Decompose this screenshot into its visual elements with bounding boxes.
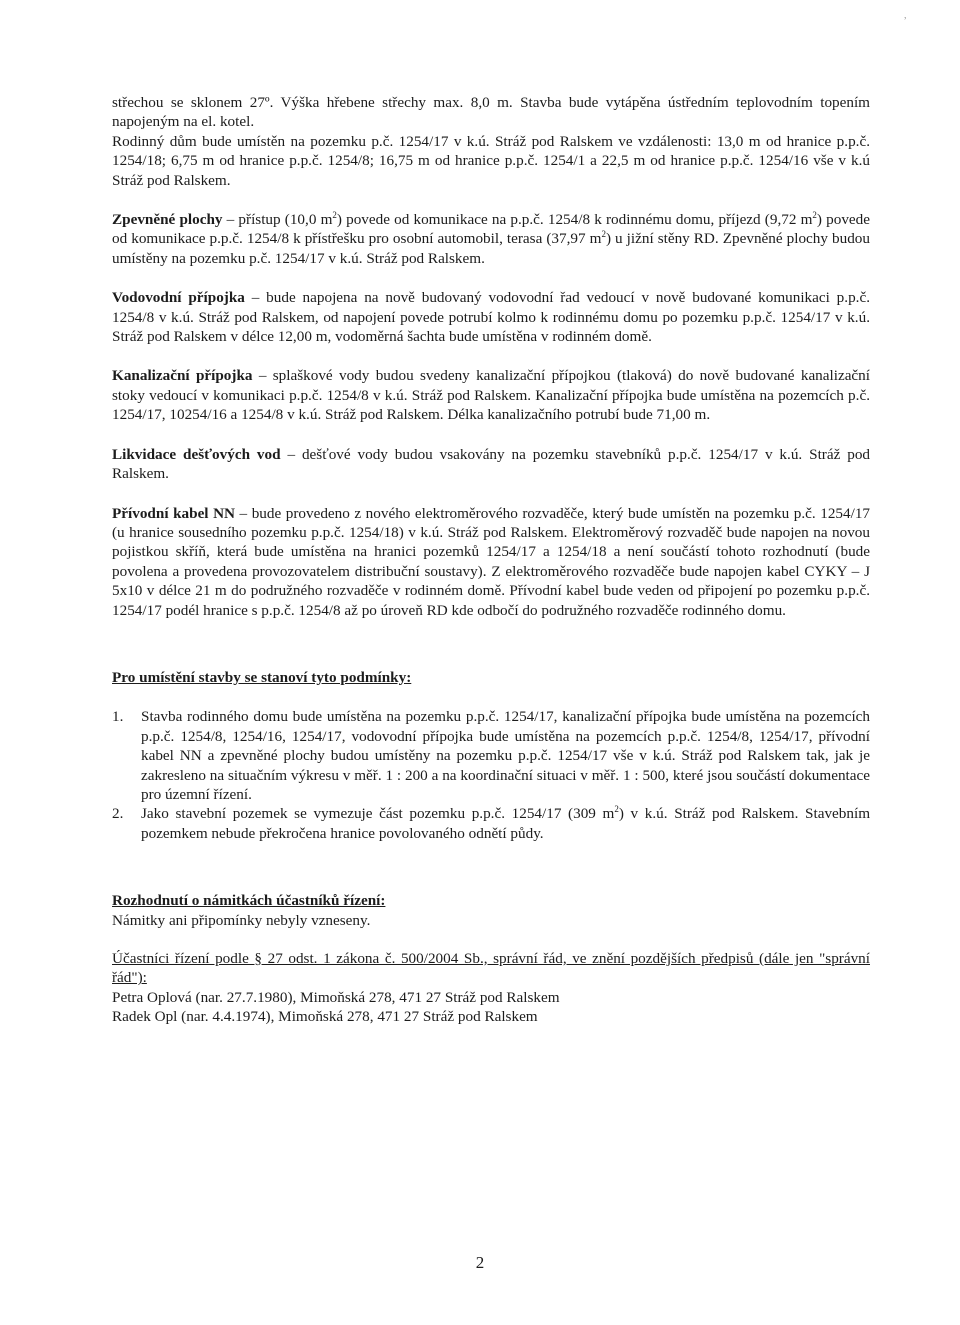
objections-heading: Rozhodnutí o námitkách účastníků řízení: xyxy=(112,892,386,910)
rainwater-heading: Likvidace dešťových vod xyxy=(112,445,281,463)
paragraph-sewer-connection: Kanalizační přípojka – splaškové vody budou svedeny kanalizační přípojkou (tlaková) do nově budované kanalizační stoky vedoucí v komunikaci p.p.č. 1254/8 v k.ú. Stráž pod Ralskem. Kanalizační přípojka bude umístěna na pozemcích p.č. 1254/17, 10254/16 a 1254/8 v k.ú. Stráž pod Ralskem. Délka kanalizačního potrubí bude 71,00 m. xyxy=(112,367,870,424)
paved-areas-heading: Zpevněné plochy xyxy=(112,211,223,229)
page-number: 2 xyxy=(475,1253,485,1272)
water-connection-heading: Vodovodní přípojka xyxy=(112,289,245,307)
paragraph-water-connection: Vodovodní přípojka – bude napojena na nově budovaný vodovodní řad vedoucí v nově budované komunikaci p.p.č. 1254/8 v k.ú. Stráž pod Ralskem, od napojení povede potrubí kolmo k rodinnému domu po pozemku p.p.č. 1254/17 v k.ú. Stráž pod Ralskem v délce 12,00 m, vodoměrná šachta bude umístěna v rodinném domě. xyxy=(112,289,870,346)
participants-heading: Účastníci řízení podle § 27 odst. 1 zákona č. 500/2004 Sb., správní řád, ve znění pozdějších předpisů (dále jen "správní řád"): xyxy=(112,950,870,987)
conditions-list xyxy=(112,707,870,843)
paragraph-paved-areas: Zpevněné plochy – přístup (10,0 $m^2$) povede od komunikace na p.p.č. 1254/8 k rodinnému domu, příjezd (9,72 $m^2$) povede od komunikace p.p.č. 1254/8 k přístřešku pro osobní automobil, terasa (37,97 $m^2$) u jižní stěny RD. Zpevněné plochy budou umístěny na pozemku p.č. 1254/17 v k.ú. Stráž pod Ralskem. xyxy=(112,210,870,267)
document-page xyxy=(112,93,870,1027)
paragraph-power-cable: Přívodní kabel NN – bude provedeno z nového elektroměrového rozvaděče, který bude umístěn na pozemku p.č. 1254/17 (u hranice sousedního pozemku p.p.č. 1254/18) v k.ú. Stráž pod Ralskem. Elektroměrový rozvaděč bude napojen na novou pojistkou skříň, která bude umístěna na hranici pozemků 1254/17 a 1254/18 a není součástí tohoto rozhodnutí (bude povolena a provedena provozovatelem distribuční soustavy). Z elektroměrového rozvaděče bude napojen kabel CYKY – J 5x10 v délce 21 m do podružného rozvaděče v rodinném domě. Přívodní kabel bude veden od připojení po pozemku p.p.č. 1254/17 podél hranice s p.p.č. 1254/8 až po úroveň RD kde odbočí do podružného rozvaděče rodinného domu. xyxy=(112,504,871,619)
participant-line: Petra Oplová (nar. 27.7.1980), Mimoňská 278, 471 27 Stráž pod Ralskem xyxy=(112,988,560,1006)
paragraph-rainwater: Likvidace dešťových vod – dešťové vody budou vsakovány na pozemku stavebníků p.p.č. 1254/17 v k.ú. Stráž pod Ralskem. xyxy=(112,445,871,483)
power-cable-heading: Přívodní kabel NN xyxy=(112,504,236,522)
conditions-heading: Pro umístění stavby se stanoví tyto podmínky: xyxy=(112,668,412,686)
participant-line: Radek Opl (nar. 4.4.1974), Mimoňská 278, 471 27 Stráž pod Ralskem xyxy=(112,1008,538,1026)
list-item: 2. Jako stavební pozemek se vymezuje část pozemku p.p.č. 1254/17 (309 $m^2$) v k.ú. Stráž pod Ralskem. Stavebním pozemkem nebude překročena hranice povolovaného odnětí půdy. xyxy=(112,804,871,842)
scan-mark: , xyxy=(904,10,907,21)
sewer-connection-heading: Kanalizační přípojka xyxy=(112,367,253,385)
list-item: 1. Stavba rodinného domu bude umístěna na pozemku p.p.č. 1254/17, kanalizační přípojka bude umístěna na pozemcích p.p.č. 1254/8, 1254/16, 1254/17, vodovodní přípojka bude umístěna na pozemcích p.p.č. 1254/8, 1254/17, přívodní kabel NN a zpevněné plochy budou umístěny na pozemku p.p.č. 1254/17 vše v k.ú. Stráž pod Ralskem tak, jak je zakresleno na situačním výkresu v měř. 1 : 200 a na koordinační situaci v měř. 1 : 500, které jsou součástí dokumentace pro územní řízení. xyxy=(112,708,870,803)
objections-text: Námitky ani připomínky nebyly vzneseny. xyxy=(112,911,371,929)
paragraph-house-placement: Rodinný dům bude umístěn na pozemku p.č. 1254/17 v k.ú. Stráž pod Ralskem ve vzdálenosti: 13,0 m od hranice p.p.č. 1254/18; 6,75 m od hranice p.p.č. 1254/8; 16,75 m od hranice p.p.č. 1254/1 a 22,5 m od hranice p.p.č. 1254/16 vše v k.ú Stráž pod Ralskem. xyxy=(112,132,870,189)
paragraph-roof: střechou se sklonem 27º. Výška hřebene střechy max. 8,0 m. Stavba bude vytápěna ústředním teplovodním topením napojeným na el. kotel. xyxy=(112,94,870,131)
